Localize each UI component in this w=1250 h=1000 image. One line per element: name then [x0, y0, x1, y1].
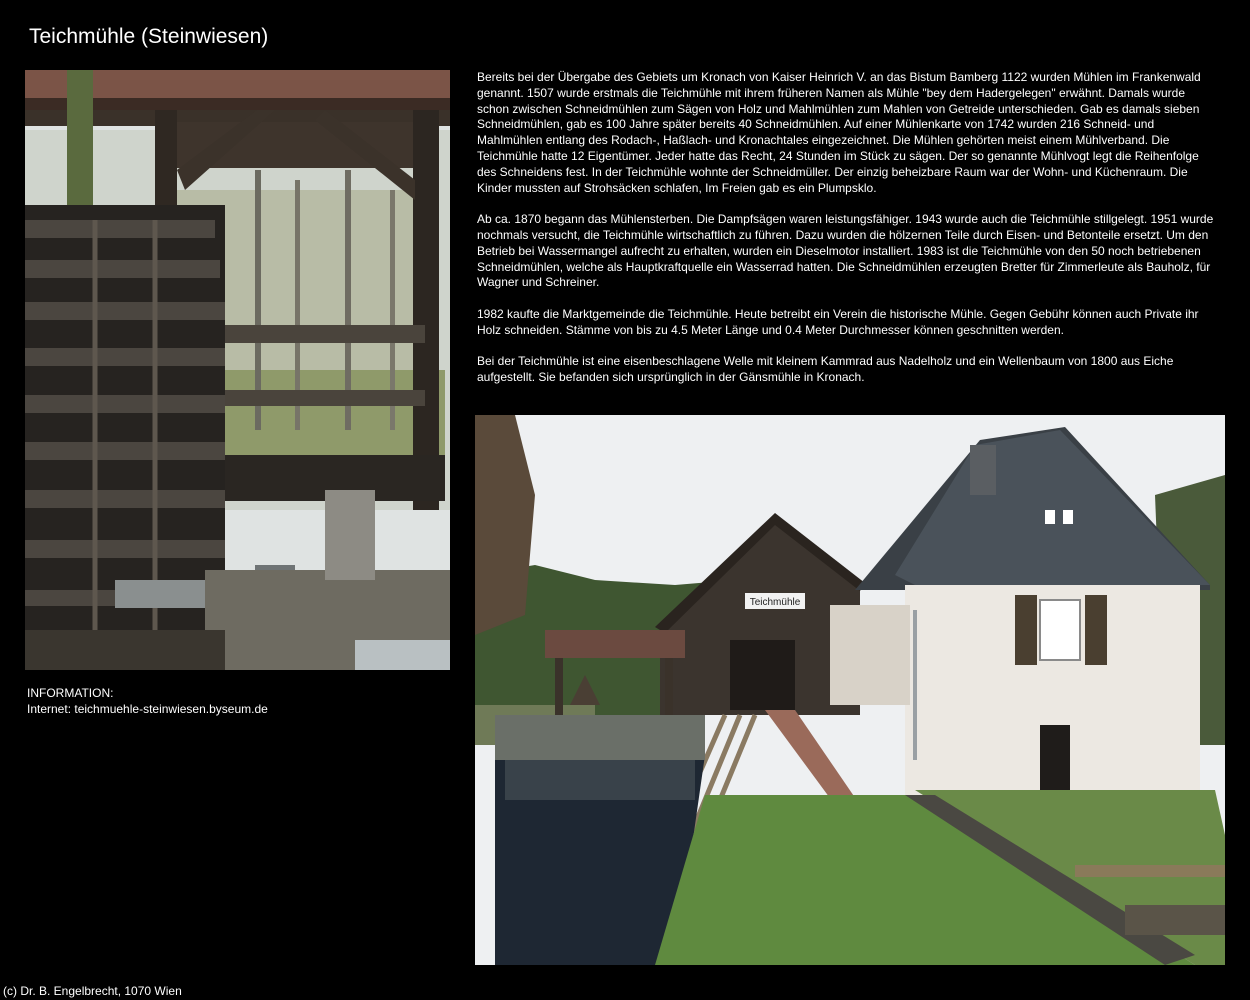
info-internet: Internet: teichmuehle-steinwiesen.byseum.de — [27, 702, 268, 716]
paragraph: Ab ca. 1870 begann das Mühlensterben. Die Dampfsägen waren leistungsfähiger. 1943 wurde auch die Teichmühle stillgelegt. 1951 wurde nochmals versucht, die Teichmühle wirtschaftlich zu führen. Dazu wurden die hölzernen Teile durch Eisen- und Betonteile ersetzt. Um den Betrieb bei Wassermangel aufrecht zu erhalten, wurden ein Dieselmotor installiert. 1983 ist die Teichmühle von den 50 noch betriebenen Schneidmühlen, welche als Hauptkraftquelle ein Wasserrad hatten. Die Schneidmühlen erzeugten Bretter für Zimmerleute als Bauholz, für Wagner und Schreiner. — [477, 212, 1214, 290]
mill-building-image — [475, 415, 1225, 965]
page-title: Teichmühle (Steinwiesen) — [29, 25, 269, 48]
info-block — [27, 685, 268, 717]
mill-sign-text: Teichmühle — [749, 597, 801, 608]
water-wheel-image — [25, 70, 450, 670]
water-wheel-photo — [25, 70, 450, 670]
paragraph: Bei der Teichmühle ist eine eisenbeschlagene Welle mit kleinem Kammrad aus Nadelholz und ein Wellenbaum von 1800 aus Eiche aufgestellt. Sie befanden sich ursprünglich in der Gänsmühle in Kronach. — [477, 354, 1174, 385]
paragraph: 1982 kaufte die Marktgemeinde die Teichmühle. Heute betreibt ein Verein die historische Mühle. Gegen Gebühr können auch Private ihr Holz schneiden. Stämme von bis zu 4.5 Meter Länge und 0.4 Meter Durchmesser können geschnitten werden. — [477, 306, 1199, 337]
info-heading: INFORMATION: — [27, 686, 114, 700]
article-text — [477, 70, 1217, 402]
paragraph: Bereits bei der Übergabe des Gebiets um Kronach von Kaiser Heinrich V. an das Bistum Bamberg 1122 wurden Mühlen im Frankenwald genannt. 1507 wurde erstmals die Teichmühle mit ihrem früheren Namen als Mühle "bey dem Hadergelegen" erwähnt. Damals wurde schon zwischen Schneidmühlen zum Sägen von Holz und Mahlmühlen zum Mahlen von Getreide unterschieden. Gab es damals sieben Schneidmühlen, gab es 100 Jahre später bereits 40 Schneidmühlen. Auf einer Mühlenkarte von 1742 wurden 216 Schneid- und Mahlmühlen entlang des Rodach-, Haßlach- und Kronachtales eingezeichnet. Die Mühlen gehörten meist einem Mühlverband. Die Teichmühle hatte 12 Eigentümer. Jeder hatte das Recht, 24 Stunden im Stück zu sägen. Der so genannte Mühlvogt legt die Reihenfolge des Schneidens fest. In der Teichmühle wohnte der Schneidmüller. Der einzig beheizbare Raum war der Wohn- und Küchenraum. Die Kinder mussten auf Strohsäcken schlafen, Im Freien gab es ein Plumpsklo. — [477, 70, 1201, 195]
copyright: (c) Dr. B. Engelbrecht, 1070 Wien — [3, 984, 182, 998]
mill-building-photo — [475, 415, 1225, 965]
